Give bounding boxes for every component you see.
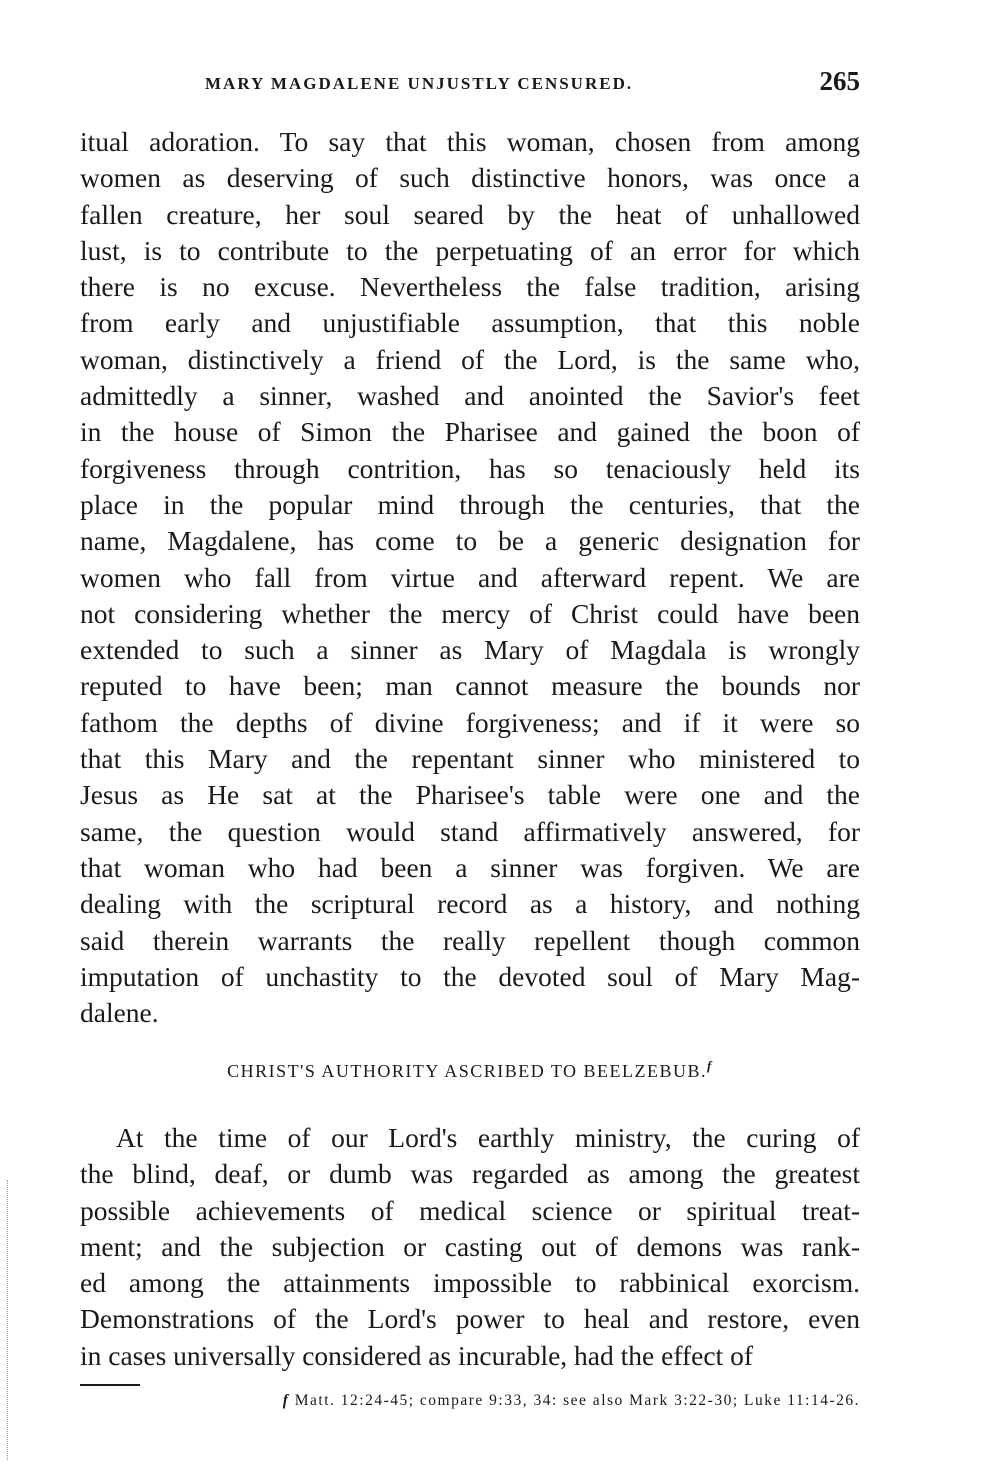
footnote-text: Matt. 12:24-45; compare 9:33, 34: see also Mark 3:22-30; Luke 11:14-26. [294, 1392, 860, 1409]
text-line: there is no excuse. Nevertheless the false tradition, arising [80, 271, 860, 303]
text-line: that this Mary and the repentant sinner who ministered to [80, 743, 860, 775]
text-line: same, the question would stand affirmatively answered, for [80, 815, 860, 847]
text-line: not considering whether the mercy of Christ could have been [80, 597, 860, 629]
text-line: imputation of unchastity to the devoted soul of Mary Mag- [80, 960, 860, 992]
section-heading [80, 1058, 860, 1082]
text-line: lust, is to contribute to the perpetuating of an error for which [80, 234, 860, 266]
running-title: MARY MAGDALENE UNJUSTLY CENSURED. [205, 74, 634, 93]
footnote-rule [80, 1384, 140, 1386]
text-line: reputed to have been; man cannot measure the bounds nor [80, 670, 860, 702]
section-heading-text: CHRIST'S AUTHORITY ASCRIBED TO BEELZEBUB. [227, 1061, 708, 1081]
text-line: women as deserving of such distinctive honors, was once a [80, 162, 860, 194]
scan-margin-mark [7, 1180, 9, 1460]
text-line: woman, distinctively a friend of the Lord, is the same who, [80, 343, 860, 375]
text-line: fallen creature, her soul seared by the heat of unhallowed [80, 198, 860, 230]
text-line: extended to such a sinner as Mary of Magdala is wrongly [80, 634, 860, 666]
page-number: 265 [819, 66, 860, 96]
footnote-mark: f [282, 1392, 290, 1409]
body-paragraph-2 [80, 1120, 860, 1374]
body-paragraph-1 [80, 124, 860, 1031]
text-line: name, Magdalene, has come to be a generic designation for [80, 525, 860, 557]
text-line: women who fall from virtue and afterward repent. We are [80, 561, 860, 593]
text-line: possible achievements of medical science or spiritual treat- [80, 1194, 860, 1226]
running-head [80, 66, 860, 106]
text-line: in the house of Simon the Pharisee and gained the boon of [80, 416, 860, 448]
text-line: said therein warrants the really repellent though common [80, 924, 860, 956]
text-line: dalene. [80, 997, 159, 1029]
footnote [80, 1392, 860, 1410]
text-line: dealing with the scriptural record as a history, and nothing [80, 888, 860, 920]
text-line: At the time of our Lord's earthly ministry, the curing of [116, 1122, 860, 1153]
text-line: the blind, deaf, or dumb was regarded as among the greatest [80, 1158, 860, 1190]
footnote-reference: f [707, 1058, 713, 1073]
text-line: admittedly a sinner, washed and anointed the Savior's feet [80, 380, 860, 412]
text-line: itual adoration. To say that this woman, chosen from among [80, 126, 860, 157]
text-line: ed among the attainments impossible to rabbinical exorcism. [80, 1267, 860, 1299]
text-line: forgiveness through contrition, has so tenaciously held its [80, 452, 860, 484]
text-line: in cases universally considered as incurable, had the effect of [80, 1339, 753, 1371]
text-line: fathom the depths of divine forgiveness; and if it were so [80, 706, 860, 738]
text-line: ment; and the subjection or casting out of demons was rank- [80, 1230, 860, 1262]
text-line: from early and unjustifiable assumption, that this noble [80, 307, 860, 339]
text-line: Demonstrations of the Lord's power to heal and restore, even [80, 1303, 860, 1335]
text-line: Jesus as He sat at the Pharisee's table were one and the [80, 779, 860, 811]
text-line: place in the popular mind through the centuries, that the [80, 488, 860, 520]
text-line: that woman who had been a sinner was forgiven. We are [80, 851, 860, 883]
